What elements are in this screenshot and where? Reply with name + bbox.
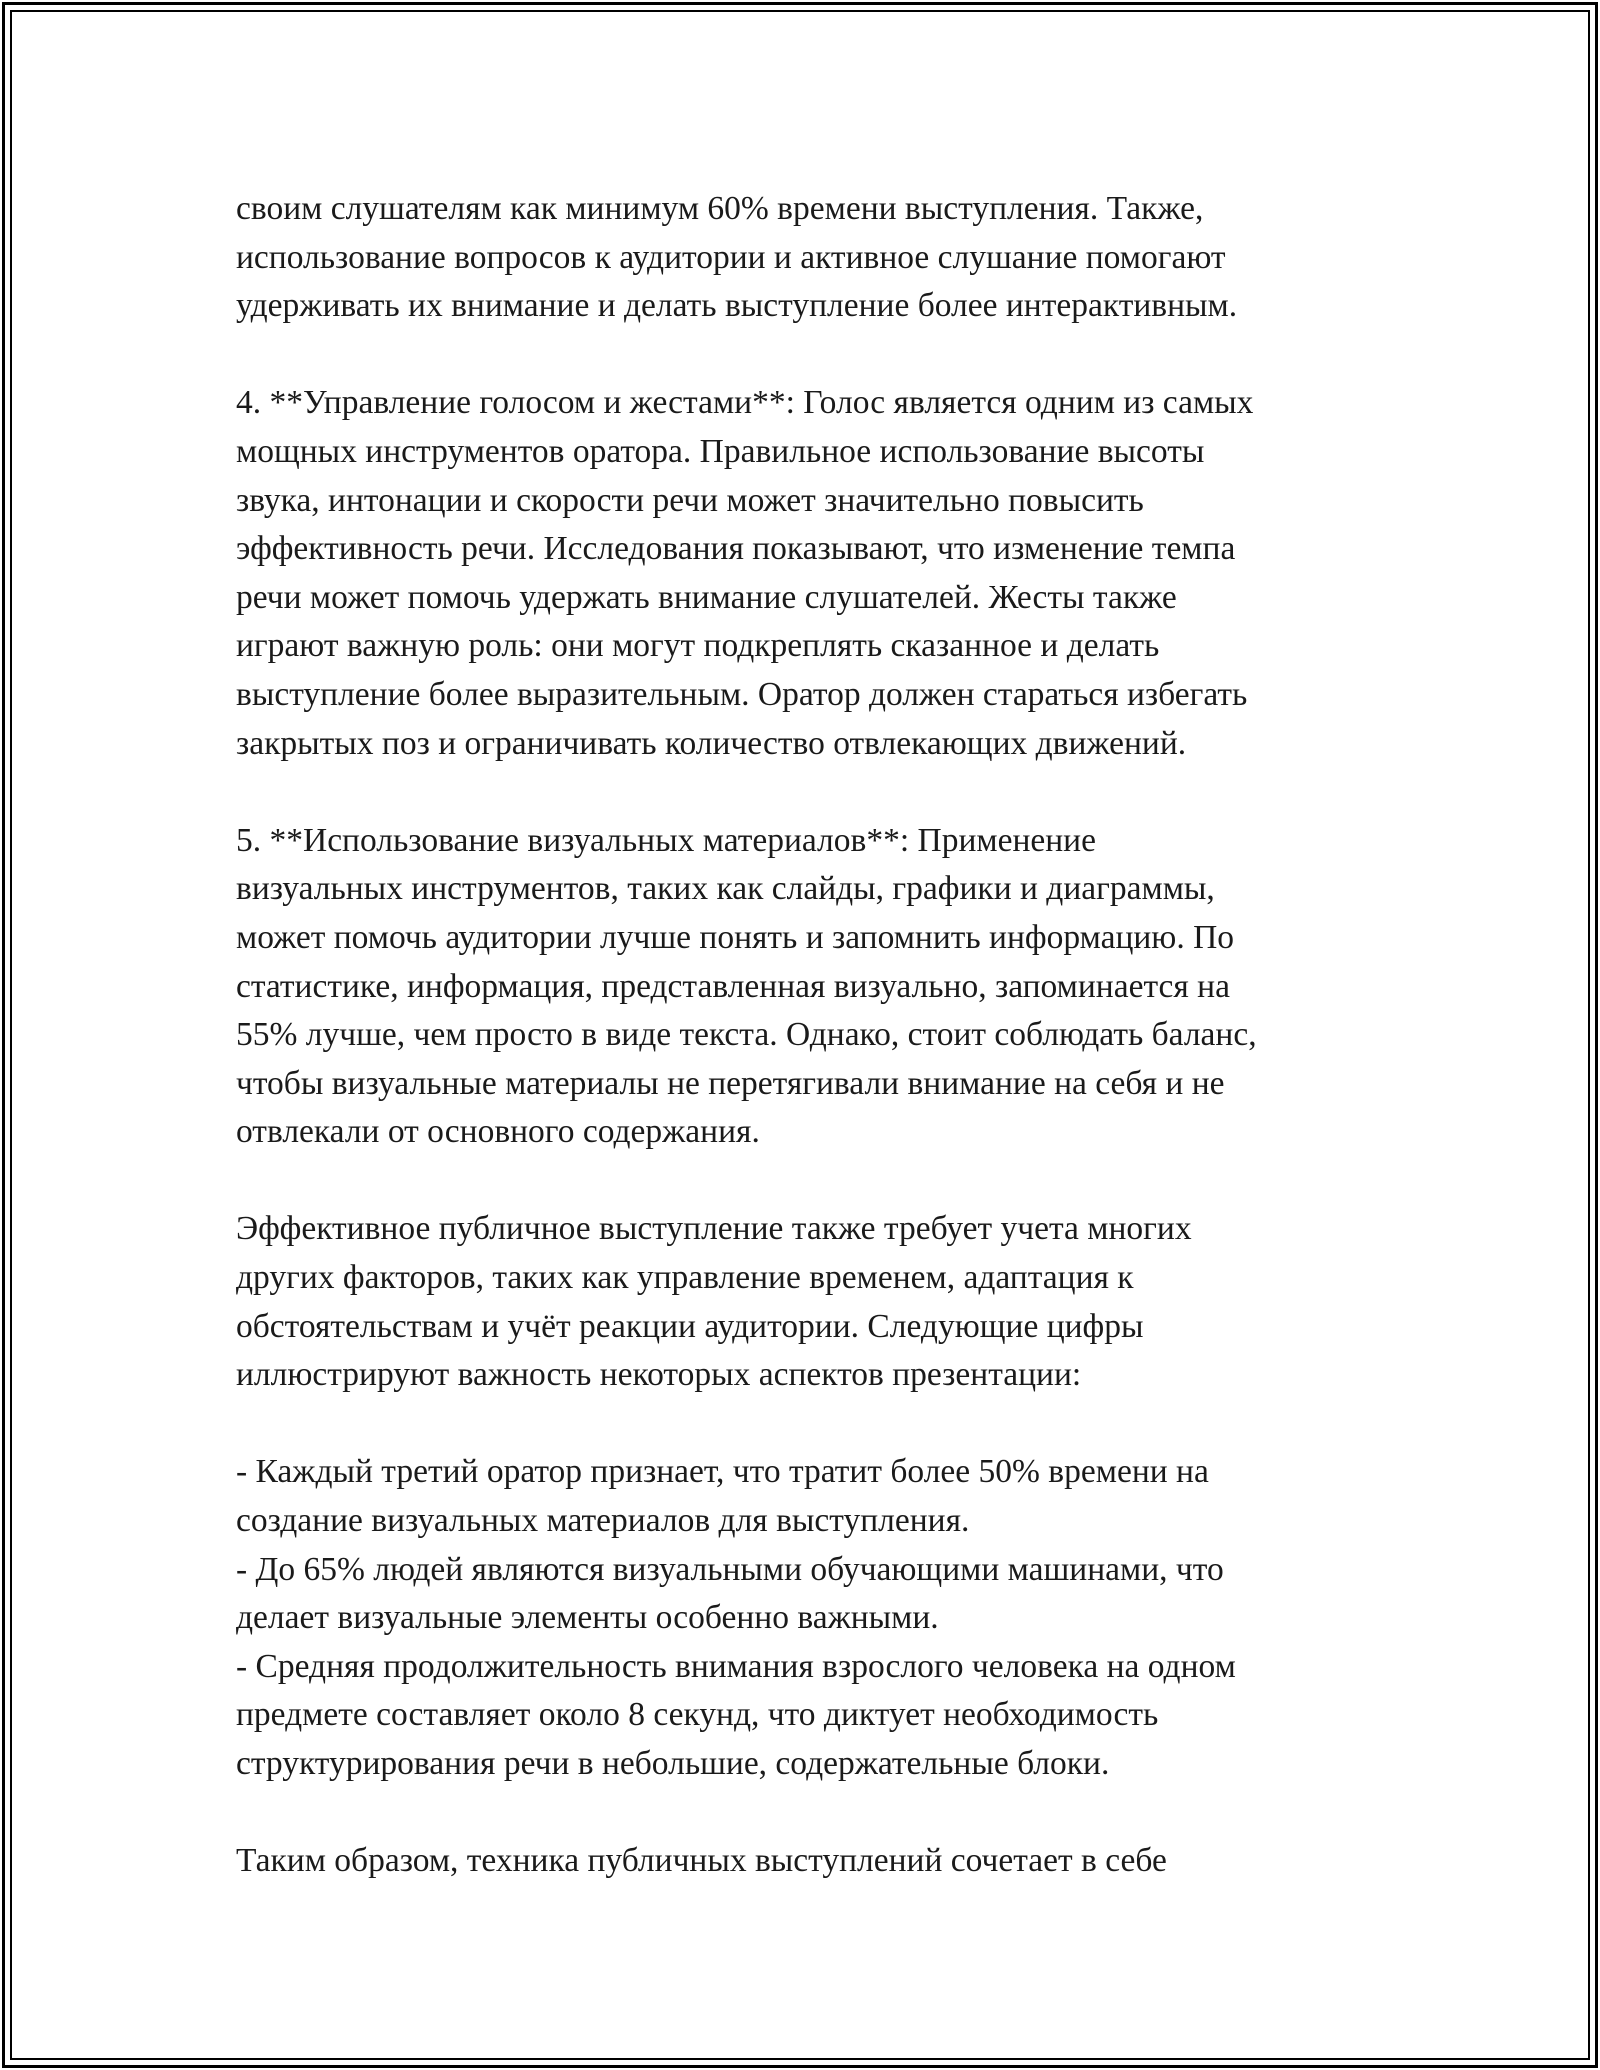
paragraph-intro-continuation bbox=[236, 185, 1376, 331]
text-line: - Средняя продолжительность внимания взрослого человека на одном bbox=[236, 1647, 1236, 1685]
text-line: создание визуальных материалов для выступления. bbox=[236, 1502, 970, 1540]
text-line: отвлекали от основного содержания. bbox=[236, 1113, 760, 1151]
text-line: визуальных инструментов, таких как слайды, графики и диаграммы, bbox=[236, 870, 1215, 908]
text-line: закрытых поз и ограничивать количество отвлекающих движений. bbox=[236, 724, 1187, 762]
text-line: 5. **Использование визуальных материалов**: Применение bbox=[236, 821, 1096, 859]
list-item bbox=[236, 1546, 1376, 1643]
text-line: статистике, информация, представленная визуально, запоминается на bbox=[236, 967, 1230, 1005]
text-line: звука, интонации и скорости речи может значительно повысить bbox=[236, 481, 1144, 519]
text-line: Таким образом, техника публичных выступлений сочетает в себе bbox=[236, 1842, 1167, 1880]
text-line: предмете составляет около 8 секунд, что диктует необходимость bbox=[236, 1696, 1159, 1734]
text-line: делает визуальные элементы особенно важными. bbox=[236, 1599, 939, 1637]
text-line: эффективность речи. Исследования показывают, что изменение темпа bbox=[236, 530, 1236, 568]
text-line: - До 65% людей являются визуальными обучающими машинами, что bbox=[236, 1550, 1224, 1588]
paragraph-summary-factors bbox=[236, 1205, 1376, 1399]
list-item bbox=[236, 1643, 1376, 1789]
text-line: своим слушателям как минимум 60% времени выступления. Также, bbox=[236, 190, 1204, 227]
text-line: иллюстрируют важность некоторых аспектов презентации: bbox=[236, 1356, 1082, 1394]
text-line: удерживать их внимание и делать выступление более интерактивным. bbox=[236, 287, 1238, 325]
text-line: может помочь аудитории лучше понять и запомнить информацию. По bbox=[236, 918, 1235, 956]
document-body bbox=[236, 185, 1376, 1934]
text-line: 4. **Управление голосом и жестами**: Голос является одним из самых bbox=[236, 384, 1254, 422]
text-line: - Каждый третий оратор признает, что тратит более 50% времени на bbox=[236, 1453, 1209, 1491]
text-line: играют важную роль: они могут подкреплять сказанное и делать bbox=[236, 627, 1160, 665]
text-line: других факторов, таких как управление временем, адаптация к bbox=[236, 1259, 1134, 1297]
text-line: Эффективное публичное выступление также требует учета многих bbox=[236, 1210, 1192, 1248]
text-line: чтобы визуальные материалы не перетягивали внимание на себя и не bbox=[236, 1064, 1225, 1102]
text-line: выступление более выразительным. Оратор должен стараться избегать bbox=[236, 675, 1248, 713]
list-item bbox=[236, 1448, 1376, 1545]
text-line: структурирования речи в небольшие, содержательные блоки. bbox=[236, 1745, 1110, 1782]
paragraph-point-4 bbox=[236, 379, 1376, 768]
text-line: обстоятельствам и учёт реакции аудитории. Следующие цифры bbox=[236, 1307, 1144, 1345]
text-line: речи может помочь удержать внимание слушателей. Жесты также bbox=[236, 578, 1177, 616]
paragraph-point-5 bbox=[236, 817, 1376, 1157]
text-line: мощных инструментов оратора. Правильное использование высоты bbox=[236, 432, 1205, 470]
text-line: использование вопросов к аудитории и активное слушание помогают bbox=[236, 238, 1226, 276]
statistics-list bbox=[236, 1448, 1376, 1788]
text-line: 55% лучше, чем просто в виде текста. Однако, стоит соблюдать баланс, bbox=[236, 1016, 1257, 1054]
paragraph-closing bbox=[236, 1837, 1376, 1886]
